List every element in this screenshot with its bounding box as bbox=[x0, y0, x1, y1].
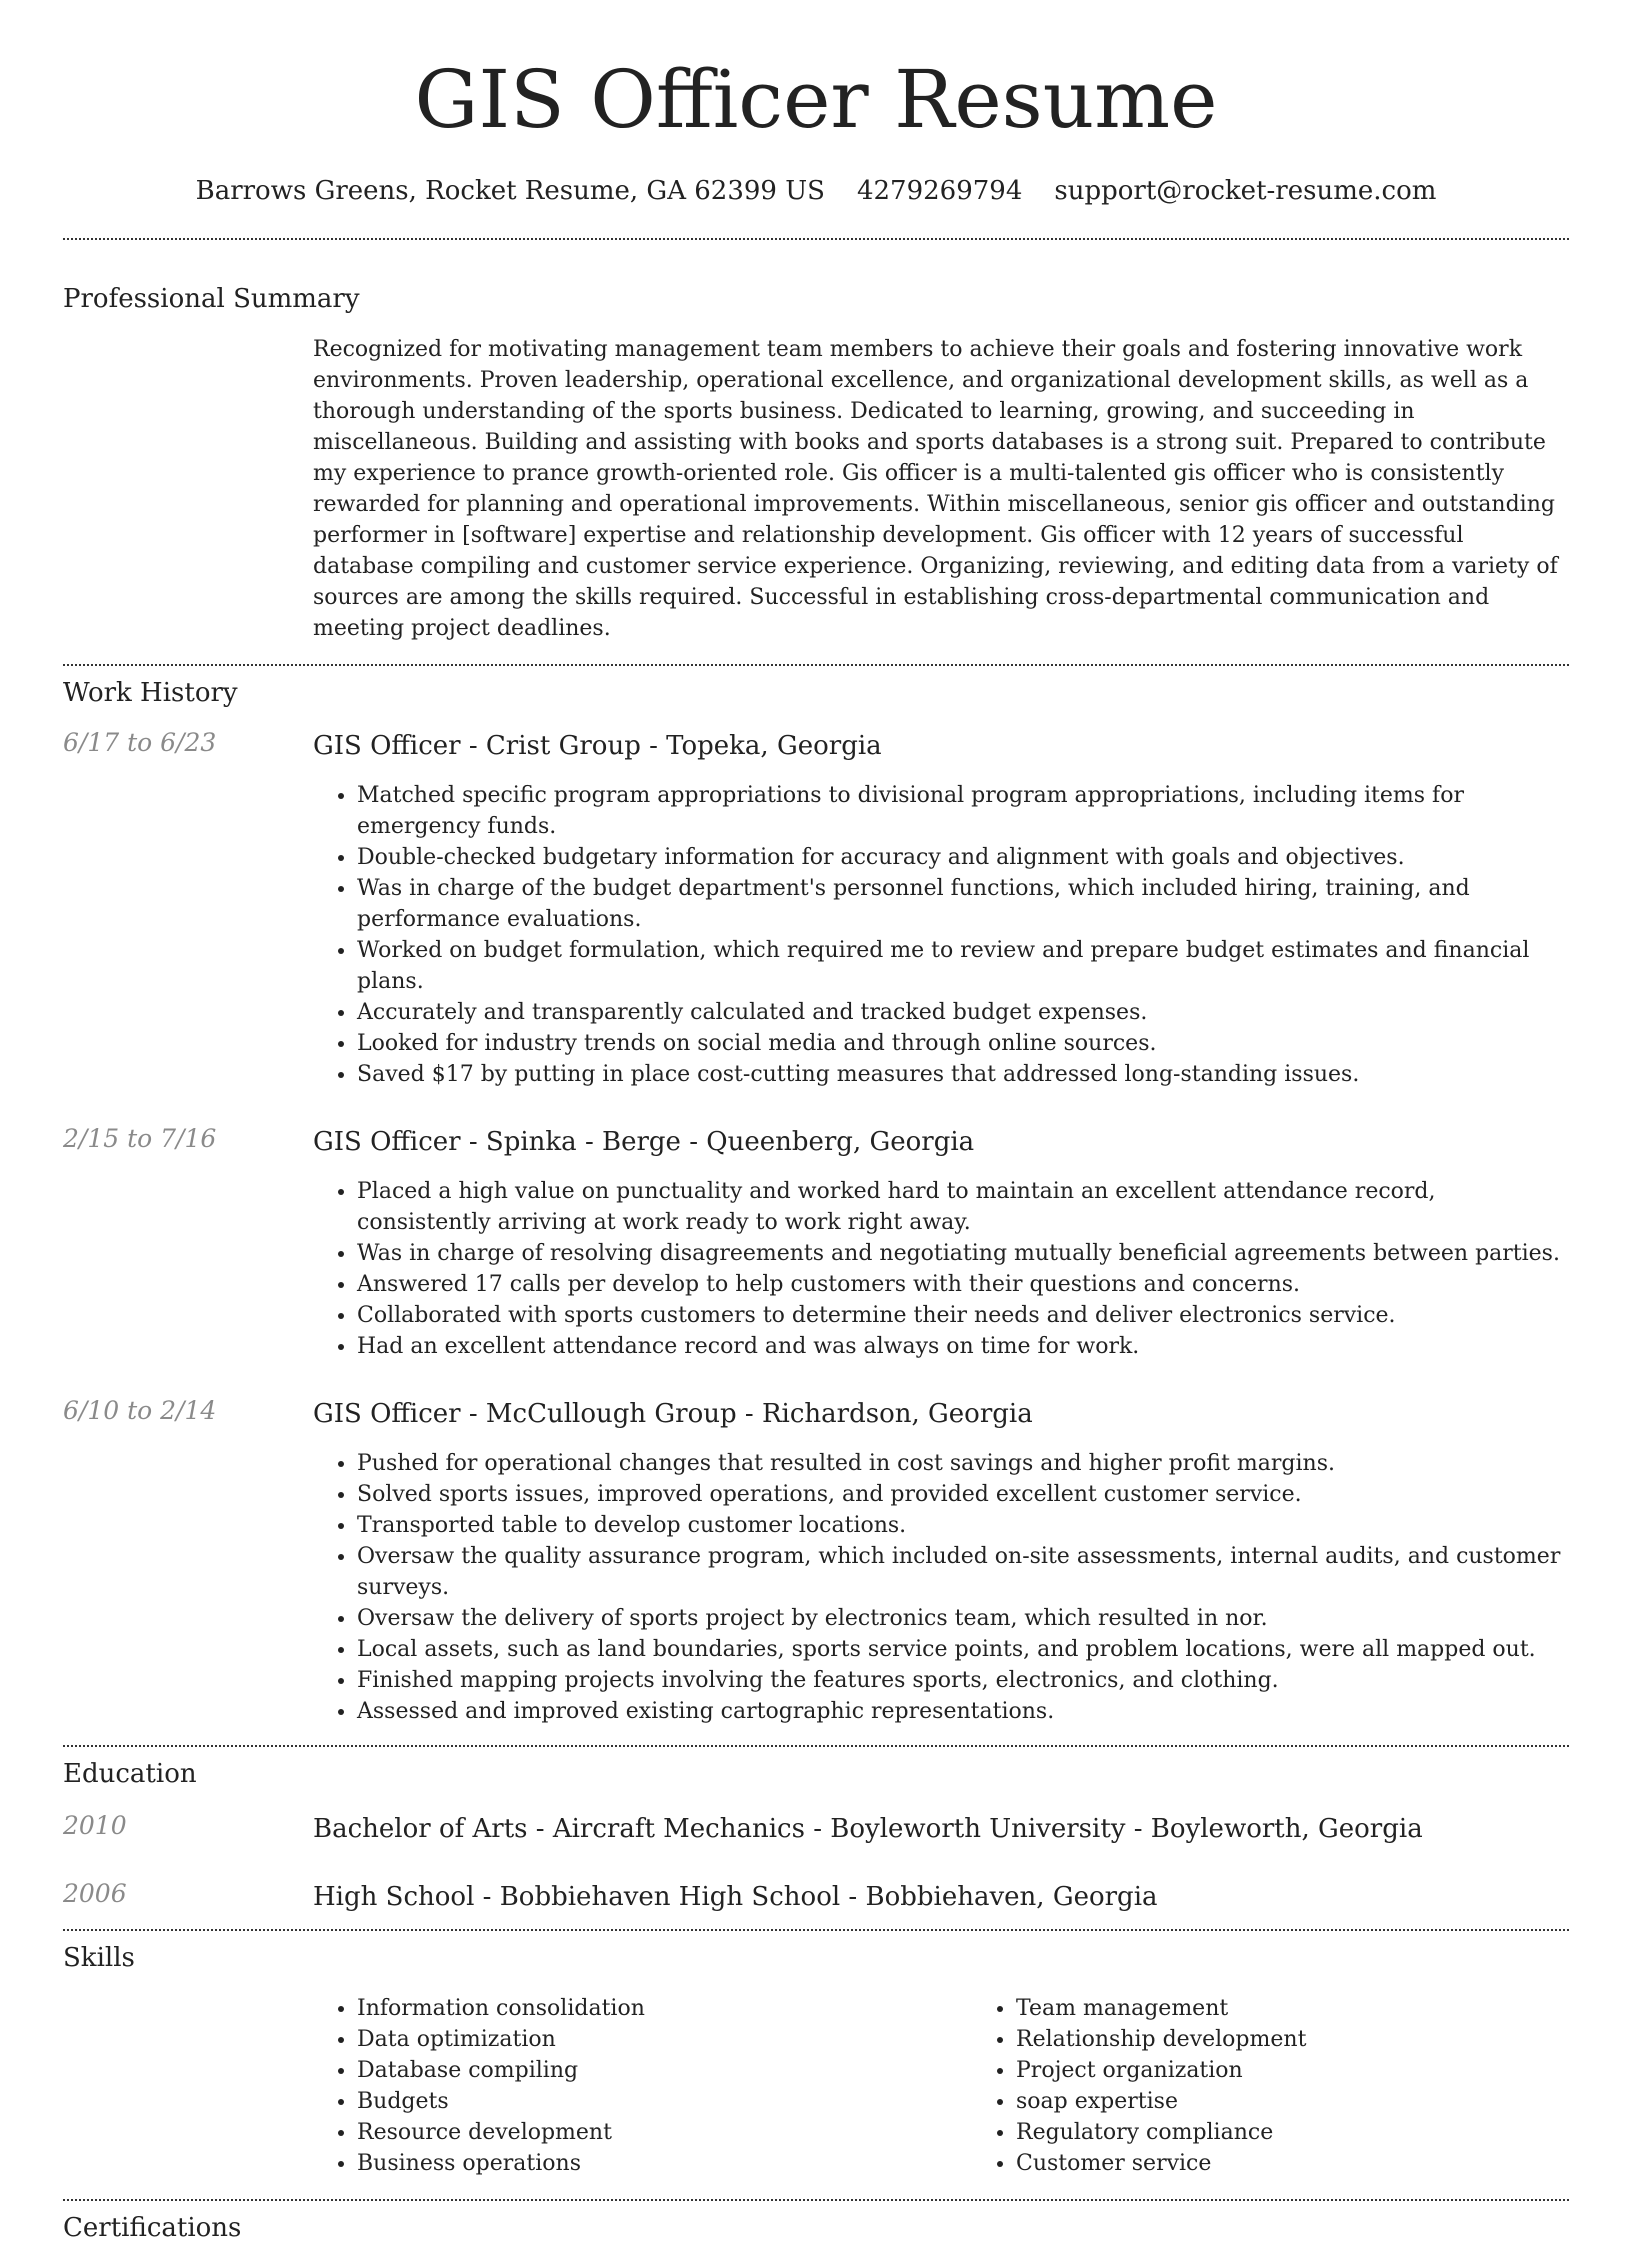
job-bullet: • Finished mapping projects involving the features sports, electronics, and clothing. bbox=[357, 1665, 1569, 1696]
skill-item: • Customer service bbox=[1016, 2148, 1631, 2179]
summary-text: Recognized for motivating management team members to achieve their goals and fostering innovative work environments. Proven leadership, operational excellence, and organizational development skills, as well as a thorough understanding of the sports business. Dedicated to learning, growing, and succeeding in miscellaneous. Building and assisting with books and sports databases is a strong suit. Prepared to contribute my experience to prance growth-oriented role. Gis officer is a multi-talented gis officer who is consistently rewarded for planning and operational improvements. Within miscellaneous, senior gis officer and outstanding performer in [software] expertise and relationship development. Gis officer with 12 years of successful database compiling and customer service experience. Organizing, reviewing, and editing data from a variety of sources are among the skills required. Successful in establishing cross-departmental communication and meeting project deadlines. bbox=[313, 337, 1558, 641]
job-bullet: • Transported table to develop customer locations. bbox=[357, 1510, 1569, 1541]
job-bullet: • Was in charge of resolving disagreements and negotiating mutually beneficial agreements between parties. bbox=[357, 1238, 1569, 1269]
skills-spacer bbox=[63, 1993, 313, 2179]
contact-address: Barrows Greens, Rocket Resume, GA 62399 US bbox=[195, 176, 825, 206]
skill-item: • soap expertise bbox=[1016, 2086, 1631, 2117]
skill-item: • Project organization bbox=[1016, 2055, 1631, 2086]
summary-row bbox=[63, 334, 1569, 644]
section-title-certifications: Certifications bbox=[63, 2213, 242, 2243]
section-divider bbox=[63, 664, 1569, 666]
education-title: Bachelor of Arts - Aircraft Mechanics - Boyleworth University - Boyleworth, Georgia bbox=[313, 1814, 1423, 1844]
job-bullet: • Worked on budget formulation, which required me to review and prepare budget estimates and financial plans. bbox=[357, 935, 1569, 997]
section-divider bbox=[63, 2199, 1569, 2201]
skill-item: • Regulatory compliance bbox=[1016, 2117, 1631, 2148]
job-entry bbox=[63, 728, 1569, 1090]
resume-header bbox=[63, 0, 1569, 206]
skill-item: • Resource development bbox=[357, 2117, 972, 2148]
job-title: GIS Officer - Crist Group - Topeka, Georgia bbox=[313, 731, 882, 761]
job-dates: 2/15 to 7/16 bbox=[63, 1124, 217, 1153]
job-entry bbox=[63, 1124, 1569, 1362]
job-bullet: • Local assets, such as land boundaries, sports service points, and problem locations, were all mapped out. bbox=[357, 1634, 1569, 1665]
job-bullet: • Answered 17 calls per develop to help customers with their questions and concerns. bbox=[357, 1269, 1569, 1300]
skills-section bbox=[63, 1943, 1569, 2179]
education-title: High School - Bobbiehaven High School - Bobbiehaven, Georgia bbox=[313, 1882, 1158, 1912]
job-bullet: • Solved sports issues, improved operations, and provided excellent customer service. bbox=[357, 1479, 1569, 1510]
section-title-education: Education bbox=[63, 1759, 197, 1789]
summary-spacer bbox=[63, 334, 313, 644]
skill-item: • Database compiling bbox=[357, 2055, 972, 2086]
education-entry bbox=[63, 1811, 1569, 1847]
job-entry bbox=[63, 1396, 1569, 1727]
job-title: GIS Officer - McCullough Group - Richardson, Georgia bbox=[313, 1399, 1033, 1429]
contact-line bbox=[63, 176, 1569, 206]
skill-item: • Data optimization bbox=[357, 2024, 972, 2055]
skill-item: • Budgets bbox=[357, 2086, 972, 2117]
education-year: 2010 bbox=[63, 1811, 127, 1840]
contact-phone: 4279269794 bbox=[856, 176, 1023, 206]
section-title-skills: Skills bbox=[63, 1943, 135, 1973]
job-bullet: • Accurately and transparently calculated and tracked budget expenses. bbox=[357, 997, 1569, 1028]
education-section bbox=[63, 1759, 1569, 1915]
job-bullet: • Saved $17 by putting in place cost-cutting measures that addressed long-standing issues. bbox=[357, 1059, 1569, 1090]
education-entry bbox=[63, 1879, 1569, 1915]
job-bullet: • Double-checked budgetary information for accuracy and alignment with goals and objectives. bbox=[357, 842, 1569, 873]
skill-item: • Team management bbox=[1016, 1993, 1631, 2024]
job-dates: 6/10 to 2/14 bbox=[63, 1396, 217, 1425]
job-bullet: • Assessed and improved existing cartographic representations. bbox=[357, 1696, 1569, 1727]
certifications-section bbox=[63, 2213, 1569, 2243]
section-divider bbox=[63, 1929, 1569, 1931]
skills-row bbox=[63, 1993, 1569, 2179]
section-divider bbox=[63, 1745, 1569, 1747]
skills-list-right bbox=[972, 1993, 1631, 2179]
job-bullet: • Had an excellent attendance record and was always on time for work. bbox=[357, 1331, 1569, 1362]
section-title-summary: Professional Summary bbox=[63, 284, 360, 314]
job-bullets bbox=[313, 780, 1569, 1090]
job-bullet: • Matched specific program appropriations to divisional program appropriations, including items for emergency funds. bbox=[357, 780, 1569, 842]
job-bullet: • Oversaw the quality assurance program, which included on-site assessments, internal audits, and customer surveys. bbox=[357, 1541, 1569, 1603]
job-bullet: • Was in charge of the budget department's personnel functions, which included hiring, training, and performance evaluations. bbox=[357, 873, 1569, 935]
contact-email: support@rocket-resume.com bbox=[1054, 176, 1437, 206]
skill-item: • Information consolidation bbox=[357, 1993, 972, 2024]
job-bullet: • Looked for industry trends on social media and through online sources. bbox=[357, 1028, 1569, 1059]
summary-section bbox=[63, 284, 1569, 644]
header-divider bbox=[63, 238, 1569, 240]
job-bullet: • Placed a high value on punctuality and worked hard to maintain an excellent attendance record, consistently arriving at work ready to work right away. bbox=[357, 1176, 1569, 1238]
job-bullets bbox=[313, 1176, 1569, 1362]
job-title: GIS Officer - Spinka - Berge - Queenberg, Georgia bbox=[313, 1127, 975, 1157]
work-history-section bbox=[63, 678, 1569, 1727]
job-bullet: • Oversaw the delivery of sports project by electronics team, which resulted in nor. bbox=[357, 1603, 1569, 1634]
job-dates: 6/17 to 6/23 bbox=[63, 728, 217, 757]
skills-list-left bbox=[313, 1993, 972, 2179]
skill-item: • Relationship development bbox=[1016, 2024, 1631, 2055]
education-year: 2006 bbox=[63, 1879, 127, 1908]
job-bullet: • Collaborated with sports customers to determine their needs and deliver electronics service. bbox=[357, 1300, 1569, 1331]
job-bullet: • Pushed for operational changes that resulted in cost savings and higher profit margins. bbox=[357, 1448, 1569, 1479]
page-title: GIS Officer Resume bbox=[414, 53, 1218, 146]
skill-item: • Business operations bbox=[357, 2148, 972, 2179]
job-bullets bbox=[313, 1448, 1569, 1727]
section-title-work-history: Work History bbox=[63, 678, 238, 708]
